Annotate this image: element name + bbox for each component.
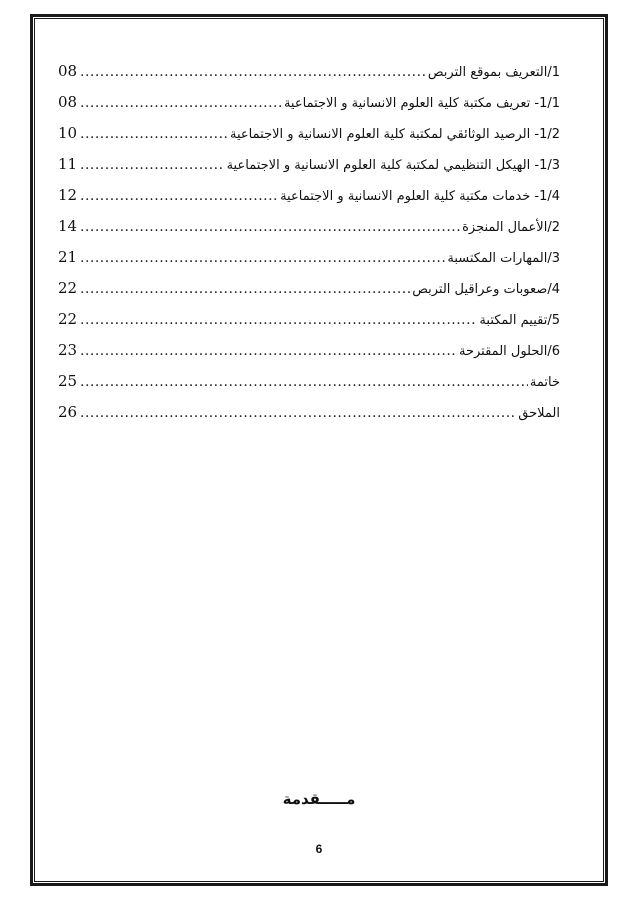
- toc-entry-title: خاتمة: [529, 375, 560, 390]
- toc-dot-leader: [80, 405, 516, 421]
- toc-dot-leader: [80, 188, 278, 204]
- toc-dot-leader: [80, 126, 228, 142]
- toc-entry-page: 26: [58, 403, 78, 421]
- toc-entry-page: 12: [58, 186, 78, 204]
- toc-dot-leader: [80, 374, 528, 390]
- toc-entry-page: 22: [58, 310, 78, 328]
- toc-entry[interactable]: [58, 310, 560, 341]
- toc-entry[interactable]: [58, 341, 560, 372]
- toc-entry[interactable]: [58, 279, 560, 310]
- toc-entry[interactable]: [58, 372, 560, 403]
- toc-entry-page: 08: [58, 93, 78, 111]
- toc-dot-leader: [80, 64, 426, 80]
- toc-dot-leader: [80, 250, 445, 266]
- toc-entry-page: 22: [58, 279, 78, 297]
- toc-entry-title: 1/التعريف بموقع التربص: [427, 65, 560, 80]
- table-of-contents: [58, 62, 560, 434]
- toc-entry[interactable]: [58, 93, 560, 124]
- toc-entry[interactable]: [58, 62, 560, 93]
- toc-dot-leader: [80, 219, 460, 235]
- toc-entry[interactable]: [58, 155, 560, 186]
- toc-entry-title: 1/1- تعريف مكتبة كلية العلوم الانسانية و الاجتماعية: [283, 96, 560, 111]
- toc-entry-page: 14: [58, 217, 78, 235]
- toc-entry[interactable]: [58, 403, 560, 434]
- toc-dot-leader: [80, 281, 410, 297]
- section-heading: مـــــقدمة: [282, 790, 356, 808]
- toc-entry-page: 21: [58, 248, 78, 266]
- toc-entry-title: 1/2- الرصيد الوثائقي لمكتبة كلية العلوم الانسانية و الاجتماعية: [230, 127, 560, 142]
- toc-entry[interactable]: [58, 217, 560, 248]
- toc-entry-title: 2/الأعمال المنجزة: [462, 220, 560, 235]
- toc-entry-title: 1/3- الهيكل التنظيمي لمكتبة كلية العلوم الانسانية و الاجتماعية: [226, 158, 560, 173]
- toc-entry-title: 3/المهارات المكتسبة: [447, 251, 560, 266]
- toc-entry-page: 08: [58, 62, 78, 80]
- toc-entry-title: 4/صعوبات وعراقيل التربص: [412, 282, 560, 297]
- toc-entry[interactable]: [58, 124, 560, 155]
- toc-dot-leader: [80, 95, 282, 111]
- toc-entry[interactable]: [58, 186, 560, 217]
- toc-entry-title: 5/تقييم المكتبة: [479, 313, 560, 328]
- toc-dot-leader: [80, 312, 477, 328]
- toc-entry-page: 25: [58, 372, 78, 390]
- toc-entry-title: 6/الحلول المقترحة: [459, 344, 560, 359]
- toc-entry-page: 11: [58, 155, 78, 173]
- toc-entry-page: 10: [58, 124, 78, 142]
- toc-entry-page: 23: [58, 341, 78, 359]
- toc-entry[interactable]: [58, 248, 560, 279]
- page-number: 6: [315, 842, 323, 856]
- toc-dot-leader: [80, 157, 225, 173]
- toc-entry-title: 1/4- خدمات مكتبة كلية العلوم الانسانية و الاجتماعية: [280, 189, 560, 204]
- toc-dot-leader: [80, 343, 457, 359]
- toc-entry-title: الملاحق: [518, 406, 560, 421]
